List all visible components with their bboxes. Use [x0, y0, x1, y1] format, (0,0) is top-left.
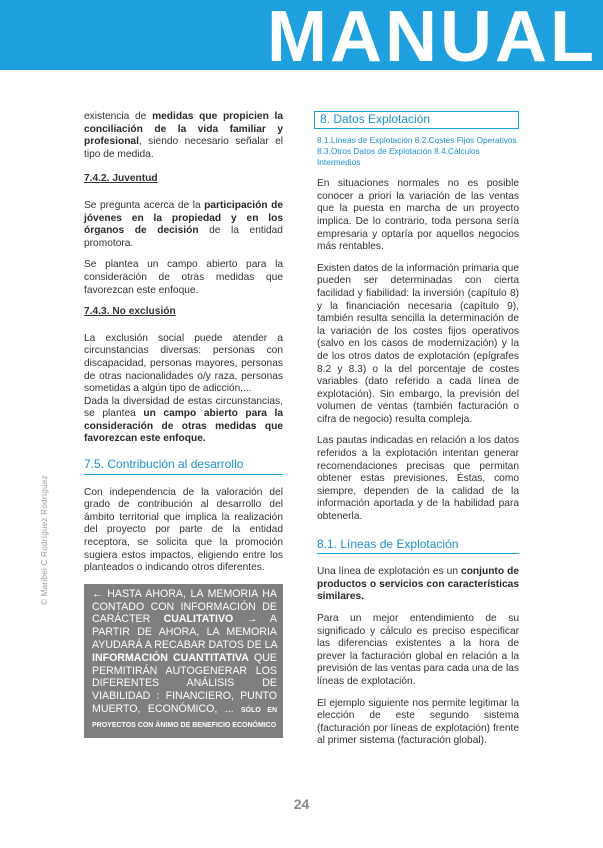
section-8-contents: 8.1.Líneas de Explotación 8.2.Costes Fijos Operativos 8.3.Otros Datos de Explotación 8.4.Cálculos Intermedios	[317, 134, 517, 167]
manual-title: MANUAL	[267, 0, 597, 70]
heading-8-1: 8.1. Líneas de Explotación	[317, 538, 519, 555]
juventud-paragraph-1: Se pregunta acerca de la participación de jóvenes en la propiedad y en los órganos de decisión de la entidad promotora.	[84, 199, 283, 249]
intro-paragraph: existencia de medidas que propicien la conciliación de la vida familiar y profesional, siendo necesario señalar el tipo de medida.	[84, 111, 284, 160]
heading-8-datos-explotacion: 8. Datos Explotación	[314, 111, 519, 129]
heading-7-4-3: 7.4.3. No exclusión	[84, 306, 176, 318]
explotacion-paragraph-1: En situaciones normales no es posible conocer a priori la variación de las ventas que la puesta en marcha de un proyecto implica. De lo contrario, toda persona sería empresaria y optaría por aquellos negocios más rentables.	[317, 178, 519, 253]
juventud-paragraph-2: Se plantea un campo abierto para la consideración de otras medidas que favorezcan este enfoque.	[84, 259, 283, 296]
right-column	[317, 111, 519, 757]
lineas-paragraph-3: El ejemplo siguiente nos permite legitimar la elección de este segundo sistema (facturación por líneas de explotación) frente al primer sistema (facturación global).	[317, 697, 519, 747]
cuantitativa-note-box: ← HASTA AHORA, LA MEMORIA HA CONTADO CON INFORMACIÓN DE CARÁCTER CUALITATIVO → A PARTIR DE AHORA, LA MEMORIA AYUDARÁ A RECABAR DATOS DE LA INFORMACIÓN CUANTITATIVA QUE PERMITIRÁN AUTOGENERAR LOS DIFERENTES ANÁLISIS DE VIABILIDAD : FINANCIERO, PUNTO MUERTO, ECONÓMICO, ... SÓLO EN PROYECTOS CON ÁNIMO DE BENEFICIO ECONÓMICO	[84, 584, 283, 738]
left-column	[84, 111, 283, 738]
exclusion-paragraph-2: Dada la diversidad de estas circunstancias, se plantea un campo abierto para la consideración de otras medidas que favorezcan este enfoque.	[84, 395, 284, 445]
side-credit: © Maribel C Rodríguez Rodríguez	[40, 475, 49, 605]
heading-7-5: 7.5. Contribución al desarrollo	[84, 458, 283, 475]
explotacion-paragraph-3: Las pautas indicadas en relación a los datos referidos a la explotación intentan generar recomendaciones precisas que permitan obtener estas previsiones. Éstas, como siempre, dependen de la calidad de la información aportada y de la habilidad para obtenerla.	[317, 435, 519, 523]
page-number: 24	[293, 796, 310, 812]
heading-7-4-2: 7.4.2. Juventud	[84, 173, 158, 185]
lineas-paragraph-1: Una línea de explotación es un conjunto de productos o servicios con características similares.	[317, 566, 519, 603]
explotacion-paragraph-2: Existen datos de la información primaria que pueden ser determinadas con cierta facilidad y fiabilidad: la inversión (capítulo 8) y la financiación necesaria (capítulo 9), también resulta sencilla la determinación de la variación de los costes fijos operativos (salvo en los casos de modernización) y la de los otros datos de explotación (epígrafes 8.2 y 8.3) o la del porcentaje de costes variables (dato referido a cada línea de explotación). Sin embargo, la previsión del volumen de ventas (también facturación o cifra de negocio) resulta compleja.	[317, 262, 519, 425]
desarrollo-paragraph: Con independencia de la valoración del grado de contribución al desarrollo del ámbito territorial que implica la realización del proyecto por parte de la entidad receptora, se solicita que la promoción sugiera estos impactos, eligiendo entre los planteados o indicando otros diferentes.	[84, 486, 283, 574]
exclusion-paragraph-1: La exclusión social puede atender a circunstancias diversas: personas con discapacidad, personas mayores, personas de otras nacionalidades o/y raza, personas sometidas a algún tipo de adicción,...	[84, 332, 283, 395]
lineas-paragraph-2: Para un mejor entendimiento de su significado y cálculo es preciso especificar las diferencias existentes a la hora de prever la facturación global en relación a la previsión de las ventas para cada una de las líneas de explotación.	[317, 613, 519, 687]
header-banner	[0, 0, 603, 70]
